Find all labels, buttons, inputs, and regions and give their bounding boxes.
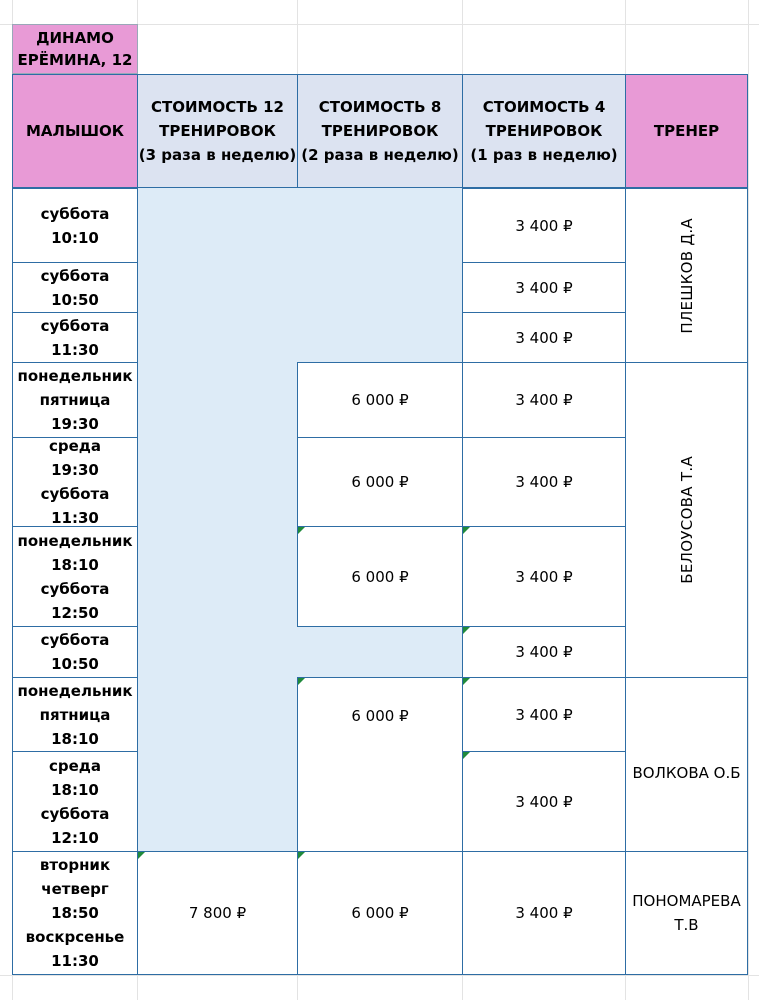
comment-marker [463,527,470,534]
header-coach: ТРЕНЕР [625,74,748,188]
price-cell: 3 400 ₽ [462,362,626,438]
price-cell: 7 800 ₽ [137,851,298,975]
header-price-12: СТОИМОСТЬ 12 ТРЕНИРОВОК (3 раза в неделю) [137,74,298,188]
price-cell: 3 400 ₽ [462,677,626,752]
table-title: ДИНАМО ЕРЁМИНА, 12 [12,24,138,74]
price-cell: 3 400 ₽ [462,851,626,975]
price-cell: 6 000 ₽ [297,437,463,527]
coach-cell: ПОНОМАРЕВА Т.В [625,851,748,975]
comment-marker [463,752,470,759]
schedule-cell: вторник четверг 18:50 воскрсенье 11:30 [12,851,138,975]
coach-cell [625,188,748,363]
price-cell: 3 400 ₽ [462,262,626,313]
empty-cell [137,188,462,362]
price-cell: 6 000 ₽ [297,851,463,975]
coach-cell [625,677,748,852]
schedule-cell: суббота 10:10 [12,188,138,263]
price-cell: 6 000 ₽ [297,526,463,627]
price-cell: 3 400 ₽ [462,751,626,852]
schedule-cell: суббота 10:50 [12,626,138,678]
schedule-cell: понедельник пятница 18:10 [12,677,138,752]
comment-marker [138,852,145,859]
schedule-cell: понедельник 18:10 суббота 12:50 [12,526,138,627]
price-cell: 3 400 ₽ [462,312,626,363]
header-price-8: СТОИМОСТЬ 8 ТРЕНИРОВОК (2 раза в неделю) [297,74,463,188]
schedule-cell: понедельник пятница 19:30 [12,362,138,438]
price-cell: 6 000 ₽ [297,362,463,438]
schedule-cell: среда 18:10 суббота 12:10 [12,751,138,852]
coach-name: ПЛЕШКОВ Д.А [677,217,696,334]
schedule-cell: среда 19:30 суббота 11:30 [12,437,138,527]
empty-cell [137,362,297,851]
price-cell: 3 400 ₽ [462,437,626,527]
comment-marker [298,678,305,685]
coach-name: БЕЛОУСОВА Т.А [677,456,696,584]
schedule-cell: суббота 10:50 [12,262,138,313]
price-cell [297,677,463,852]
schedule-cell: суббота 11:30 [12,312,138,363]
price-cell: 3 400 ₽ [462,526,626,627]
coach-cell [625,362,748,678]
comment-marker [298,852,305,859]
header-price-4: СТОИМОСТЬ 4 ТРЕНИРОВОК (1 раз в неделю) [462,74,626,188]
comment-marker [463,627,470,634]
comment-marker [463,678,470,685]
price-cell: 3 400 ₽ [462,188,626,263]
price-cell: 3 400 ₽ [462,626,626,678]
comment-marker [298,527,305,534]
coach-name: ВОЛКОВА О.Б [632,763,741,782]
price-value: 6 000 ₽ [351,707,409,725]
header-group: МАЛЫШОК [12,74,138,188]
empty-cell [297,626,462,677]
